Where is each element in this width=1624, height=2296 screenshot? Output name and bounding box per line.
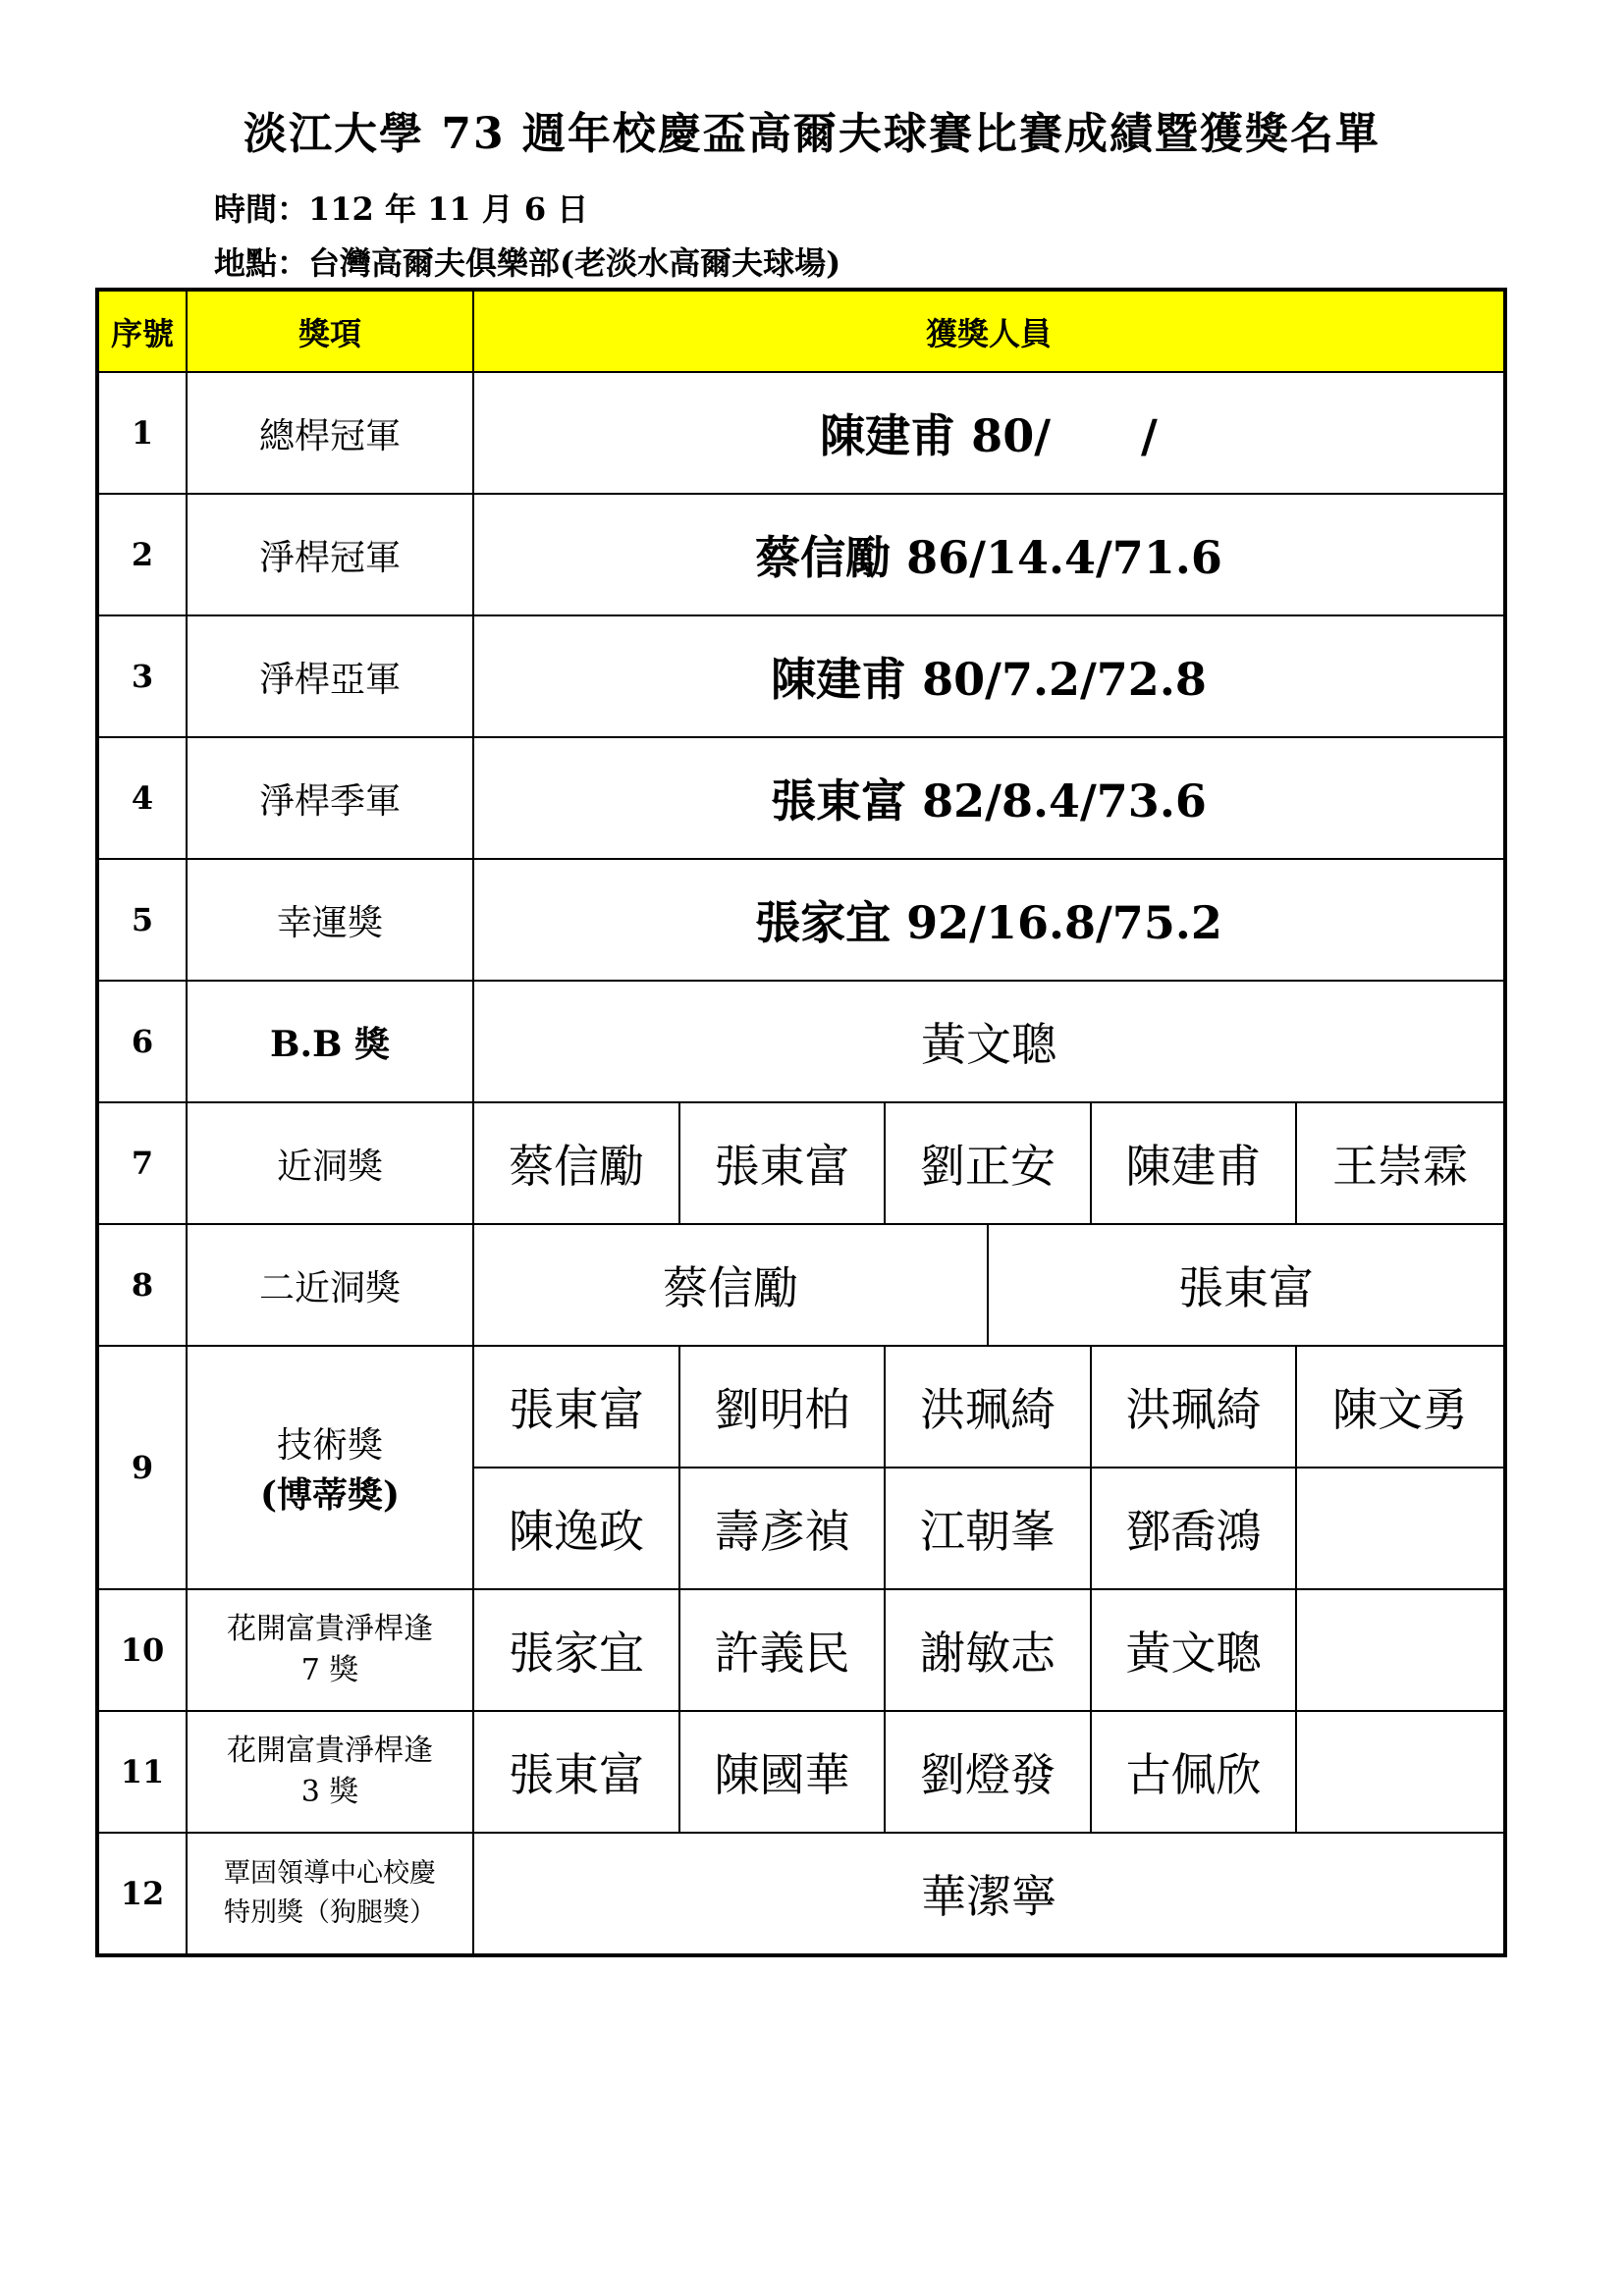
award-name-line2: 3 獎 [300, 1775, 359, 1809]
winner-cell: 張東富 [679, 1102, 885, 1224]
table-row [97, 372, 1505, 494]
table-row [97, 1589, 1505, 1711]
award-name: 總桿冠軍 [187, 372, 473, 494]
award-name: 淨桿亞軍 [187, 615, 473, 737]
award-name: 淨桿冠軍 [187, 494, 473, 615]
winner-cell: 陳建甫 80/ / [473, 372, 1505, 494]
row-number: 6 [97, 981, 187, 1102]
row-number: 9 [97, 1346, 187, 1589]
row-number: 1 [97, 372, 187, 494]
award-name: 近洞獎 [187, 1102, 473, 1224]
winner-cell: 陳文勇 [1296, 1346, 1505, 1468]
winner-cell: 陳國華 [679, 1711, 885, 1833]
table-row [97, 1833, 1505, 1955]
row-number: 3 [97, 615, 187, 737]
winner-cell: 黃文聰 [473, 981, 1505, 1102]
winner-cell: 蔡信勵 [473, 1102, 679, 1224]
winner-cell: 古佩欣 [1091, 1711, 1296, 1833]
row-number: 5 [97, 859, 187, 981]
row-number: 12 [97, 1833, 187, 1955]
winner-cell: 蔡信勵 86/14.4/71.6 [473, 494, 1505, 615]
award-name [187, 1346, 473, 1589]
winner-cell: 華潔寧 [473, 1833, 1505, 1955]
header-award: 獎項 [187, 290, 473, 372]
header-seq: 序號 [97, 290, 187, 372]
winner-cell: 鄧喬鴻 [1091, 1468, 1296, 1589]
winner-cell: 蔡信勵 [474, 1225, 989, 1345]
awards-table [95, 288, 1507, 1957]
table-row [97, 494, 1505, 615]
winner-cell: 陳逸政 [473, 1468, 679, 1589]
award-name-line2: 7 獎 [300, 1653, 359, 1687]
winner-cell: 陳建甫 80/7.2/72.8 [473, 615, 1505, 737]
award-name: 二近洞獎 [187, 1224, 473, 1346]
event-place: 地點：台灣高爾夫俱樂部(老淡水高爾夫球場) [214, 244, 841, 282]
winner-cell: 陳建甫 [1091, 1102, 1296, 1224]
award-name: B.B 獎 [187, 981, 473, 1102]
row-number: 11 [97, 1711, 187, 1833]
row-number: 10 [97, 1589, 187, 1711]
award-name: 幸運獎 [187, 859, 473, 981]
award-name-line2: 特別獎（狗腿獎） [224, 1897, 436, 1928]
award-name-line1: 技術獎 [276, 1425, 383, 1466]
winner-cell: 劉燈發 [885, 1711, 1091, 1833]
winner-cell: 洪珮綺 [885, 1346, 1091, 1468]
table-row [97, 1224, 1505, 1346]
award-name [187, 1711, 473, 1833]
award-name-line2: (博蒂獎) [259, 1474, 401, 1516]
row-number: 4 [97, 737, 187, 859]
row-number: 2 [97, 494, 187, 615]
winner-cell: 謝敏志 [885, 1589, 1091, 1711]
row-number: 8 [97, 1224, 187, 1346]
empty-cell [1296, 1589, 1505, 1711]
table-row [97, 737, 1505, 859]
table-row [97, 859, 1505, 981]
table-header-row [97, 290, 1505, 372]
award-name [187, 1589, 473, 1711]
award-name-line1: 覃固領導中心校慶 [224, 1858, 436, 1889]
table-row [97, 1102, 1505, 1224]
award-name-line1: 花開富貴淨桿逢 [227, 1734, 433, 1768]
winner-cell: 張東富 [1178, 1261, 1314, 1314]
winner-cell: 劉明柏 [679, 1346, 885, 1468]
winner-cell: 江朝峯 [885, 1468, 1091, 1589]
empty-cell [1296, 1468, 1505, 1589]
winner-cell: 王崇霖 [1296, 1102, 1505, 1224]
award-name: 淨桿季軍 [187, 737, 473, 859]
winner-cell: 張家宜 [473, 1589, 679, 1711]
table-row [97, 1711, 1505, 1833]
winner-cell: 洪珮綺 [1091, 1346, 1296, 1468]
award-name [187, 1833, 473, 1955]
winner-cell: 張東富 [473, 1711, 679, 1833]
winner-cell: 張家宜 92/16.8/75.2 [473, 859, 1505, 981]
table-row [97, 1346, 1505, 1468]
event-time: 時間：112 年 11 月 6 日 [214, 190, 589, 228]
header-winners: 獲獎人員 [473, 290, 1505, 372]
row-number: 7 [97, 1102, 187, 1224]
award-name-line1: 花開富貴淨桿逢 [227, 1612, 433, 1646]
empty-cell [1296, 1711, 1505, 1833]
table-row [97, 981, 1505, 1102]
winner-cell: 張東富 [473, 1346, 679, 1468]
winner-cell: 壽彥禎 [679, 1468, 885, 1589]
winner-cell: 張東富 82/8.4/73.6 [473, 737, 1505, 859]
winner-cell: 劉正安 [885, 1102, 1091, 1224]
winner-cell: 許義民 [679, 1589, 885, 1711]
winner-cell: 黃文聰 [1091, 1589, 1296, 1711]
page-title: 淡江大學 73 週年校慶盃高爾夫球賽比賽成績暨獲獎名單 [244, 109, 1380, 159]
table-row [97, 615, 1505, 737]
winner-split-cell [473, 1224, 1505, 1346]
